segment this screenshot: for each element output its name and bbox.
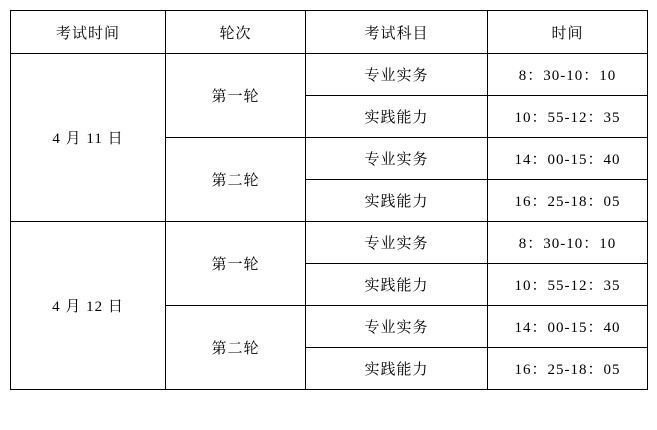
cell-subject: 实践能力 [306,180,488,222]
cell-subject: 专业实务 [306,54,488,96]
exam-schedule-table [10,10,648,390]
table-header [11,11,648,54]
cell-time: 14：00-15：40 [488,306,648,348]
column-header-time: 时间 [488,11,648,54]
cell-exam-date: 4 月 11 日 [11,54,166,222]
cell-time: 8：30-10：10 [488,222,648,264]
table-header-row [11,11,648,54]
cell-round: 第一轮 [166,222,306,306]
cell-exam-date: 4 月 12 日 [11,222,166,390]
cell-subject: 实践能力 [306,348,488,390]
cell-subject: 专业实务 [306,138,488,180]
cell-time: 10：55-12：35 [488,96,648,138]
column-header-round: 轮次 [166,11,306,54]
cell-subject: 实践能力 [306,264,488,306]
cell-round: 第一轮 [166,54,306,138]
table-body [11,54,648,390]
cell-round: 第二轮 [166,138,306,222]
cell-time: 16：25-18：05 [488,348,648,390]
table-row [11,222,648,264]
table-row [11,54,648,96]
cell-round: 第二轮 [166,306,306,390]
column-header-subject: 考试科目 [306,11,488,54]
cell-time: 14：00-15：40 [488,138,648,180]
cell-time: 16：25-18：05 [488,180,648,222]
cell-subject: 实践能力 [306,96,488,138]
cell-time: 10：55-12：35 [488,264,648,306]
document-page [0,10,657,430]
cell-time: 8：30-10：10 [488,54,648,96]
column-header-exam-date: 考试时间 [11,11,166,54]
cell-subject: 专业实务 [306,306,488,348]
cell-subject: 专业实务 [306,222,488,264]
